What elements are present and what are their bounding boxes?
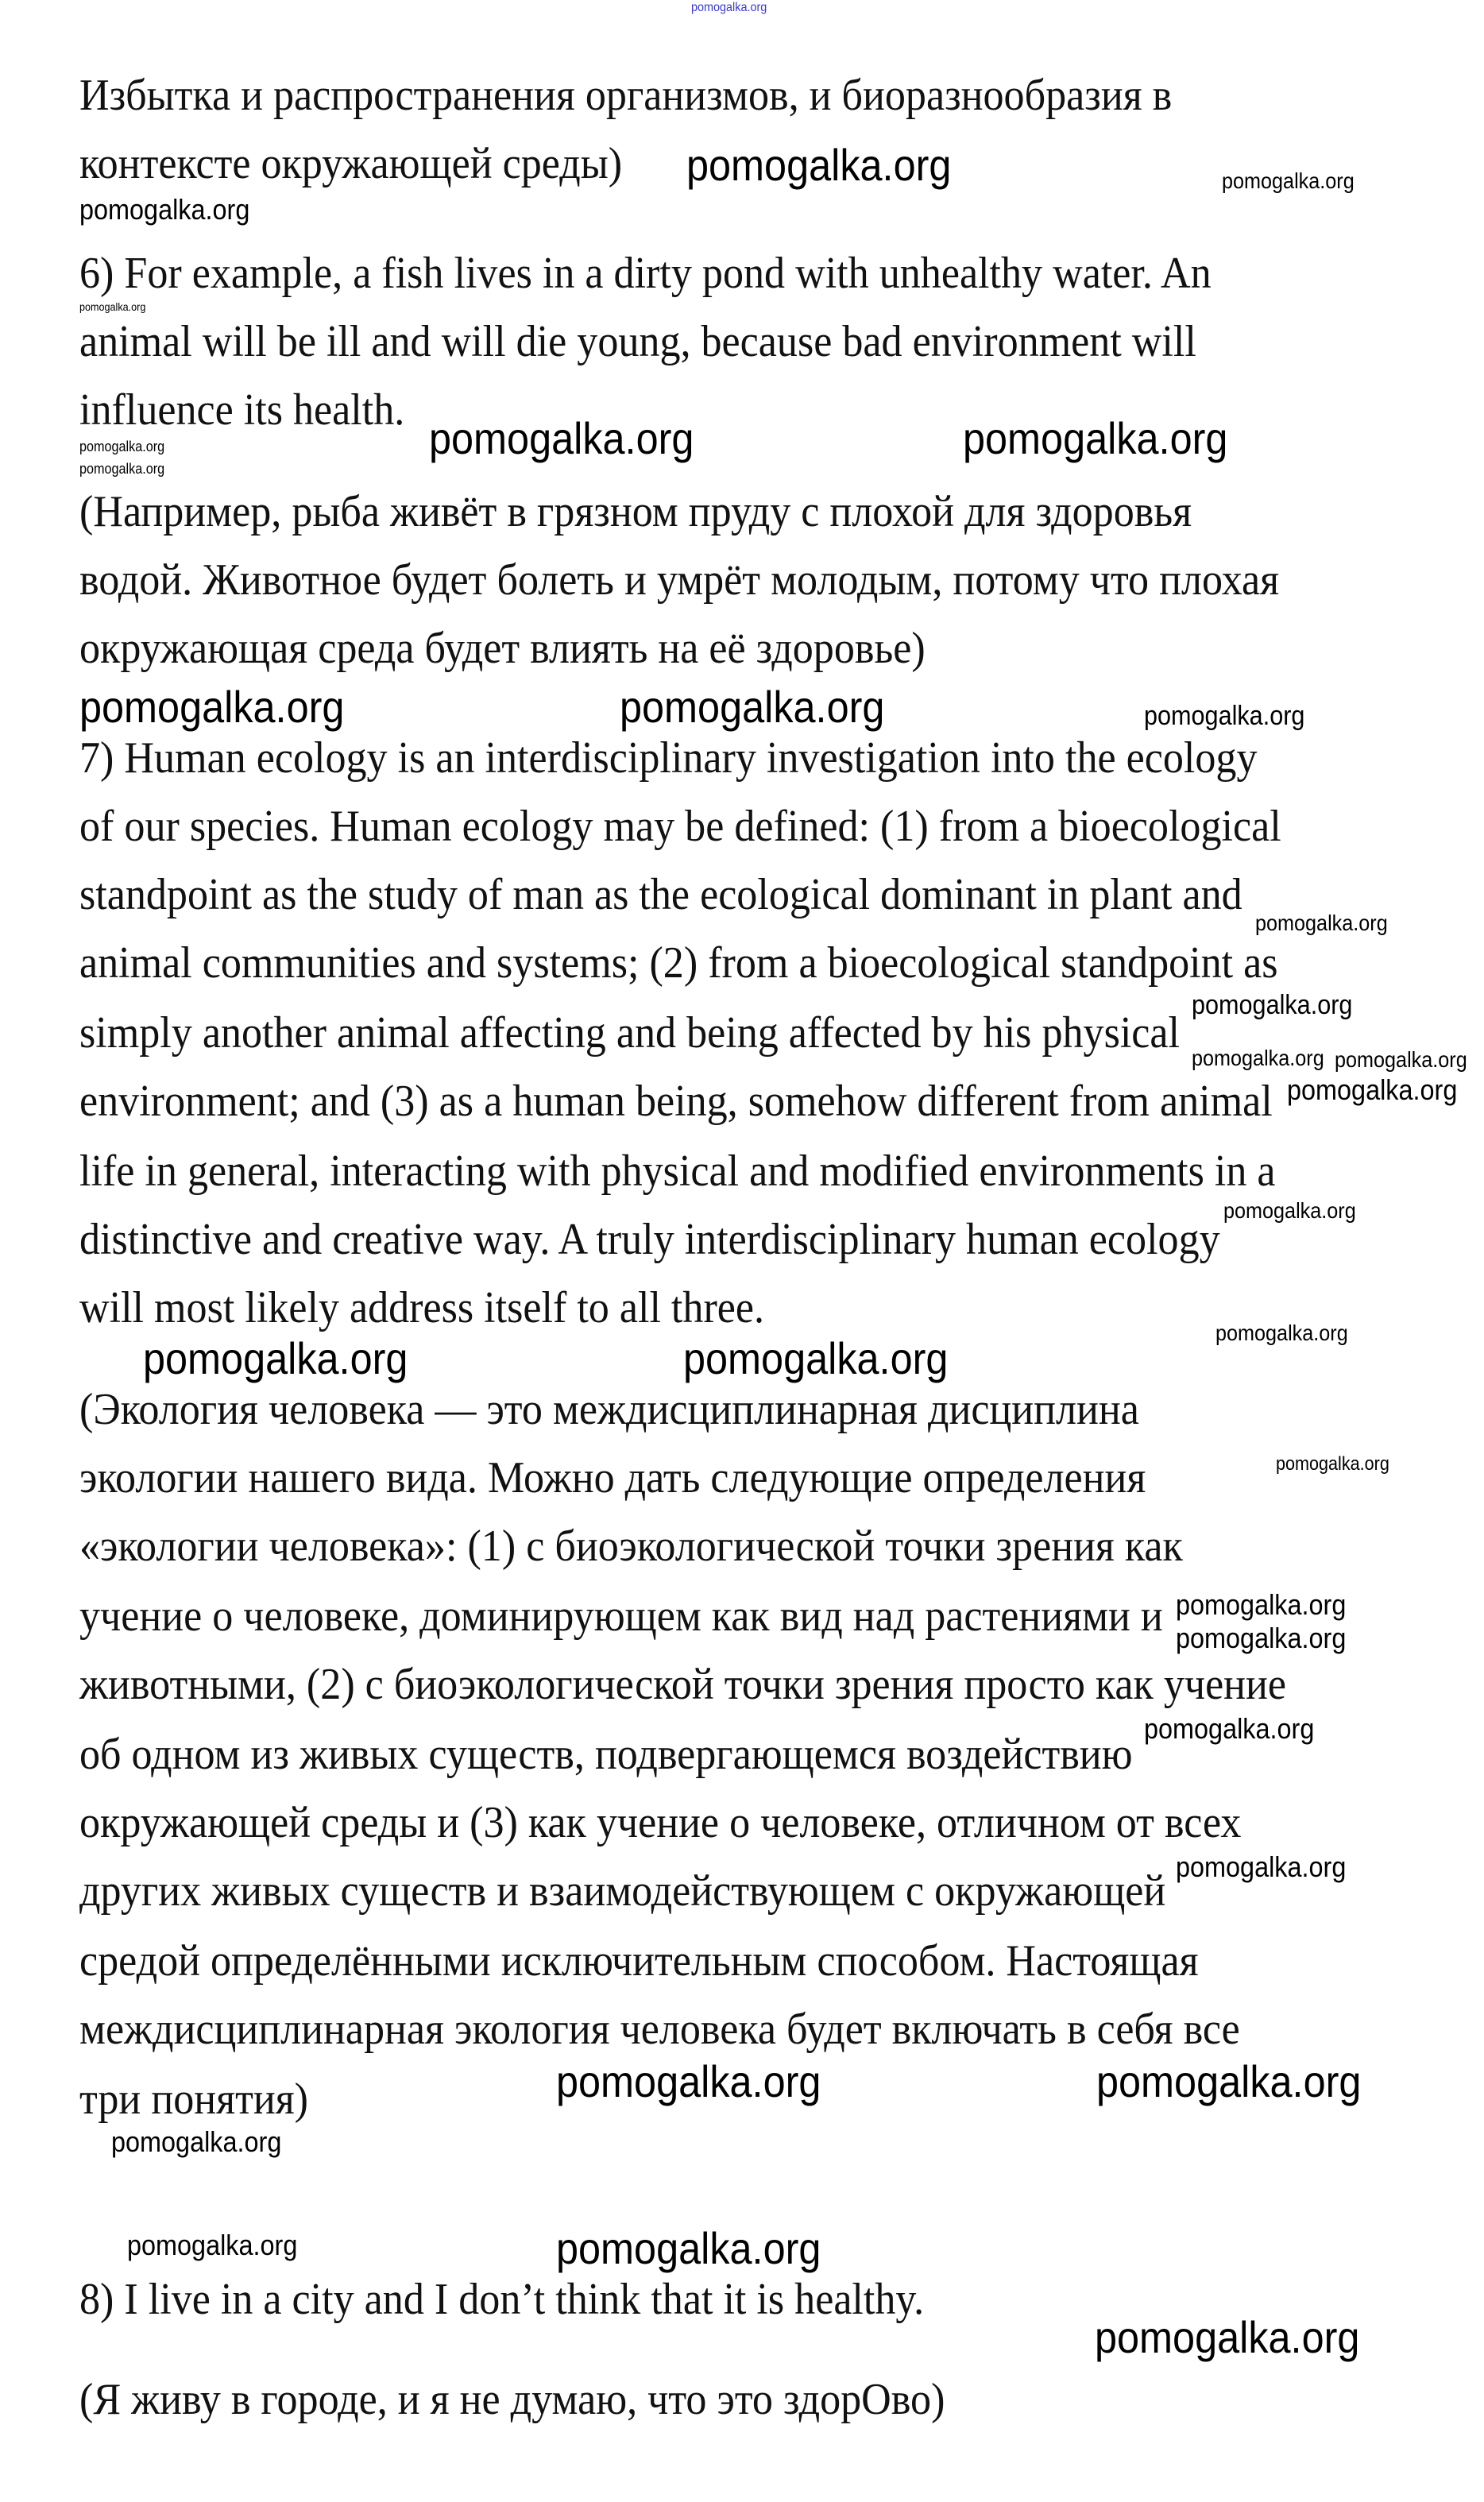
- text-line: междисциплинарная экология человека будет включать в себя все: [79, 2005, 1240, 2054]
- text-line: 8) I live in a city and I don’t think that it is healthy.: [79, 2275, 925, 2324]
- text-line: учение о человеке, доминирующем как вид над растениями и: [79, 1591, 1163, 1641]
- watermark: pomogalka.org: [1144, 701, 1305, 732]
- watermark: pomogalka.org: [1176, 1588, 1347, 1622]
- watermark: pomogalka.org: [79, 300, 146, 313]
- text-line: других живых существ и взаимодействующем с окружающей: [79, 1866, 1166, 1916]
- text-line: distinctive and creative way. A truly interdisciplinary human ecology: [79, 1215, 1220, 1264]
- text-line: (Я живу в городе, и я не думаю, что это здорОво): [79, 2375, 945, 2424]
- watermark: pomogalka.org: [1335, 1047, 1467, 1073]
- text-line: 7) Human ecology is an interdisciplinary investigation into the ecology: [79, 733, 1258, 783]
- text-line: life in general, interacting with physical and modified environments in a: [79, 1147, 1276, 1196]
- text-line: водой. Животное будет болеть и умрёт молодым, потому что плохая: [79, 555, 1280, 605]
- text-line: environment; and (3) as a human being, somehow different from animal: [79, 1077, 1273, 1126]
- text-line: animal will be ill and will die young, because bad environment will: [79, 317, 1196, 366]
- watermark: pomogalka.org: [1095, 2311, 1360, 2362]
- watermark: pomogalka.org: [556, 2055, 821, 2106]
- text-line: экологии нашего вида. Можно дать следующие определения: [79, 1453, 1146, 1502]
- text-line: об одном из живых существ, подвергающемся воздействию: [79, 1730, 1133, 1779]
- watermark: pomogalka.org: [1144, 1712, 1315, 1746]
- watermark: pomogalka.org: [1287, 1073, 1458, 1107]
- text-line: standpoint as the study of man as the ecological dominant in plant and: [79, 870, 1242, 919]
- watermark: pomogalka.org: [1222, 168, 1355, 194]
- text-line: три понятия): [79, 2075, 308, 2124]
- text-line: (Например, рыба живёт в грязном пруду с плохой для здоровья: [79, 487, 1192, 536]
- watermark: pomogalka.org: [1192, 1046, 1324, 1071]
- watermark: pomogalka.org: [691, 0, 767, 14]
- watermark: pomogalka.org: [1096, 2055, 1362, 2106]
- watermark: pomogalka.org: [79, 681, 345, 732]
- watermark: pomogalka.org: [143, 1332, 408, 1383]
- text-line: (Экология человека — это междисциплинарная дисциплина: [79, 1385, 1139, 1434]
- text-line: контексте окружающей среды): [79, 139, 623, 188]
- text-line: «экологии человека»: (1) с биоэкологической точки зрения как: [79, 1522, 1183, 1571]
- watermark: pomogalka.org: [127, 2229, 298, 2262]
- watermark: pomogalka.org: [683, 1332, 949, 1383]
- watermark: pomogalka.org: [1215, 1321, 1348, 1346]
- text-line: окружающая среда будет влиять на её здоровье): [79, 624, 926, 673]
- watermark: pomogalka.org: [1176, 1622, 1347, 1655]
- watermark: pomogalka.org: [111, 2125, 282, 2159]
- text-line: Избытка и распространения организмов, и биоразнообразия в: [79, 71, 1173, 120]
- text-line: animal communities and systems; (2) from a bioecological standpoint as: [79, 938, 1278, 988]
- watermark: pomogalka.org: [1223, 1198, 1356, 1224]
- watermark: pomogalka.org: [556, 2222, 821, 2273]
- watermark: pomogalka.org: [1192, 990, 1353, 1021]
- text-line: средой определёнными исключительным способом. Настоящая: [79, 1936, 1199, 1986]
- watermark: pomogalka.org: [1276, 1452, 1389, 1475]
- watermark: pomogalka.org: [79, 193, 250, 226]
- watermark: pomogalka.org: [1176, 1850, 1347, 1884]
- text-line: of our species. Human ecology may be defined: (1) from a bioecological: [79, 802, 1281, 851]
- text-line: животными, (2) с биоэкологической точки зрения просто как учение: [79, 1660, 1287, 1709]
- watermark: pomogalka.org: [79, 438, 165, 454]
- watermark: pomogalka.org: [686, 139, 952, 190]
- text-line: influence its health.: [79, 385, 405, 435]
- watermark: pomogalka.org: [429, 412, 694, 463]
- watermark: pomogalka.org: [1255, 911, 1388, 936]
- watermark: pomogalka.org: [79, 460, 165, 477]
- watermark: pomogalka.org: [620, 681, 885, 732]
- text-line: 6) For example, a fish lives in a dirty pond with unhealthy water. An: [79, 249, 1212, 298]
- watermark: pomogalka.org: [963, 412, 1228, 463]
- text-line: will most likely address itself to all three.: [79, 1283, 765, 1332]
- text-line: simply another animal affecting and being affected by his physical: [79, 1008, 1181, 1058]
- text-line: окружающей среды и (3) как учение о человеке, отличном от всех: [79, 1798, 1242, 1847]
